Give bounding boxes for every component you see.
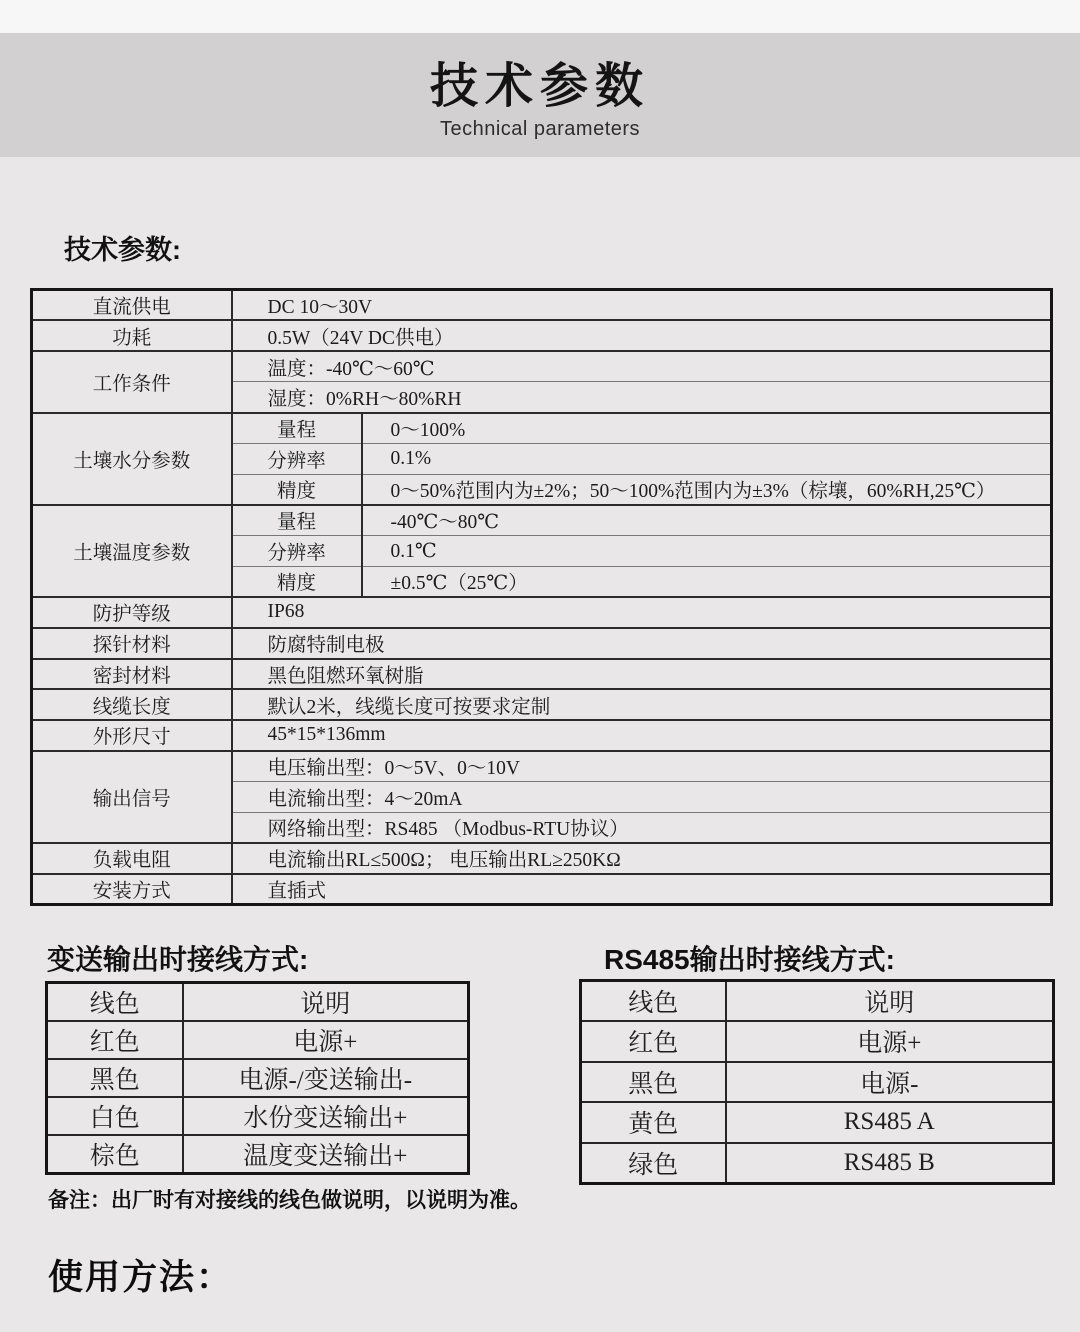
spec-row bbox=[32, 843, 1052, 874]
wire-color: 黑色 bbox=[581, 1062, 726, 1103]
wiring-header-row bbox=[47, 983, 469, 1022]
spec-row bbox=[32, 628, 1052, 659]
spec-label: 探针材料 bbox=[32, 628, 232, 659]
spec-label: 直流供电 bbox=[32, 290, 232, 321]
spec-label: 防护等级 bbox=[32, 597, 232, 628]
wire-color: 棕色 bbox=[47, 1135, 183, 1174]
spec-value: IP68 bbox=[232, 597, 1052, 628]
wiring-header-desc: 说明 bbox=[183, 983, 469, 1022]
spec-label: 外形尺寸 bbox=[32, 720, 232, 751]
banner bbox=[0, 33, 1080, 157]
spec-subparam: 分辨率 bbox=[232, 536, 362, 567]
wire-color: 黑色 bbox=[47, 1059, 183, 1097]
spec-subparam: 量程 bbox=[232, 505, 362, 536]
spec-label: 密封材料 bbox=[32, 659, 232, 690]
banner-title: 技术参数 bbox=[429, 60, 650, 113]
wiring-row bbox=[581, 1021, 1054, 1062]
spec-value: 防腐特制电极 bbox=[232, 628, 1052, 659]
spec-value: 0～100% bbox=[362, 413, 1052, 444]
spec-row bbox=[32, 597, 1052, 628]
wire-desc: 电源- bbox=[726, 1062, 1054, 1103]
spec-row bbox=[32, 320, 1052, 351]
wiring-row bbox=[581, 1102, 1054, 1143]
spec-row bbox=[32, 720, 1052, 751]
wire-color: 黄色 bbox=[581, 1102, 726, 1143]
spec-value: DC 10～30V bbox=[232, 290, 1052, 321]
wiring-row bbox=[581, 1062, 1054, 1103]
spec-value: 电流输出型：4～20mA bbox=[232, 782, 1052, 813]
wiring-rs485-title: RS485输出时接线方式: bbox=[604, 944, 895, 975]
spec-value: 0.1℃ bbox=[362, 536, 1052, 567]
spec-value: 电流输出RL≤500Ω； 电压输出RL≥250KΩ bbox=[232, 843, 1052, 874]
spec-value: 默认2米，线缆长度可按要求定制 bbox=[232, 689, 1052, 720]
wire-color: 白色 bbox=[47, 1097, 183, 1135]
spec-value: -40℃～80℃ bbox=[362, 505, 1052, 536]
spec-subparam: 精度 bbox=[232, 474, 362, 505]
spec-label: 功耗 bbox=[32, 320, 232, 351]
banner-subtitle: Technical parameters bbox=[439, 118, 641, 140]
wire-desc: RS485 B bbox=[726, 1143, 1054, 1184]
spec-value: 黑色阻燃环氧树脂 bbox=[232, 659, 1052, 690]
spec-subparam: 分辨率 bbox=[232, 443, 362, 474]
spec-row bbox=[32, 290, 1052, 321]
wiring-header-color: 线色 bbox=[581, 981, 726, 1022]
wiring-header-row bbox=[581, 981, 1054, 1022]
spec-label: 工作条件 bbox=[32, 351, 232, 413]
spec-value: 电压输出型：0～5V、0～10V bbox=[232, 751, 1052, 782]
spec-row bbox=[32, 413, 1052, 444]
spec-row bbox=[32, 659, 1052, 690]
wiring-header-color: 线色 bbox=[47, 983, 183, 1022]
wiring-transmit-table bbox=[45, 981, 470, 1175]
spec-subparam: 精度 bbox=[232, 566, 362, 597]
spec-value: 0.1% bbox=[362, 443, 1052, 474]
spec-row bbox=[32, 689, 1052, 720]
top-strip bbox=[0, 0, 1080, 33]
spec-table bbox=[30, 288, 1053, 906]
spec-label: 线缆长度 bbox=[32, 689, 232, 720]
spec-value: 45*15*136mm bbox=[232, 720, 1052, 751]
spec-value: 直插式 bbox=[232, 874, 1052, 905]
spec-label: 输出信号 bbox=[32, 751, 232, 843]
spec-value: 温度：-40℃～60℃ bbox=[232, 351, 1052, 382]
spec-value: 0～50%范围内为±2%；50～100%范围内为±3%（棕壤，60%RH,25℃） bbox=[362, 474, 1052, 505]
wire-color: 红色 bbox=[47, 1021, 183, 1059]
wire-desc: 电源-/变送输出- bbox=[183, 1059, 469, 1097]
section-heading: 技术参数: bbox=[64, 235, 181, 265]
wire-desc: 电源+ bbox=[726, 1021, 1054, 1062]
spec-label: 安装方式 bbox=[32, 874, 232, 905]
wire-color: 红色 bbox=[581, 1021, 726, 1062]
wiring-header-desc: 说明 bbox=[726, 981, 1054, 1022]
spec-label: 土壤温度参数 bbox=[32, 505, 232, 597]
spec-value: 0.5W（24V DC供电） bbox=[232, 320, 1052, 351]
wiring-row bbox=[47, 1097, 469, 1135]
wiring-row bbox=[581, 1143, 1054, 1184]
spec-row bbox=[32, 505, 1052, 536]
wiring-transmit-title: 变送输出时接线方式: bbox=[47, 944, 309, 975]
spec-value: 湿度：0%RH～80%RH bbox=[232, 382, 1052, 413]
wire-desc: 水份变送输出+ bbox=[183, 1097, 469, 1135]
spec-row bbox=[32, 751, 1052, 782]
wire-color: 绿色 bbox=[581, 1143, 726, 1184]
wiring-rs485-table bbox=[579, 979, 1055, 1185]
wire-desc: 温度变送输出+ bbox=[183, 1135, 469, 1174]
wiring-row bbox=[47, 1135, 469, 1174]
spec-row bbox=[32, 874, 1052, 905]
spec-value: 网络输出型：RS485 （Modbus-RTU协议） bbox=[232, 812, 1052, 843]
spec-row bbox=[32, 351, 1052, 382]
spec-label: 负载电阻 bbox=[32, 843, 232, 874]
usage-heading: 使用方法： bbox=[48, 1258, 234, 1297]
wiring-note: 备注：出厂时有对接线的线色做说明，以说明为准。 bbox=[48, 1189, 531, 1212]
spec-subparam: 量程 bbox=[232, 413, 362, 444]
wire-desc: RS485 A bbox=[726, 1102, 1054, 1143]
wire-desc: 电源+ bbox=[183, 1021, 469, 1059]
spec-value: ±0.5℃（25℃） bbox=[362, 566, 1052, 597]
spec-label: 土壤水分参数 bbox=[32, 413, 232, 505]
wiring-row bbox=[47, 1021, 469, 1059]
wiring-row bbox=[47, 1059, 469, 1097]
